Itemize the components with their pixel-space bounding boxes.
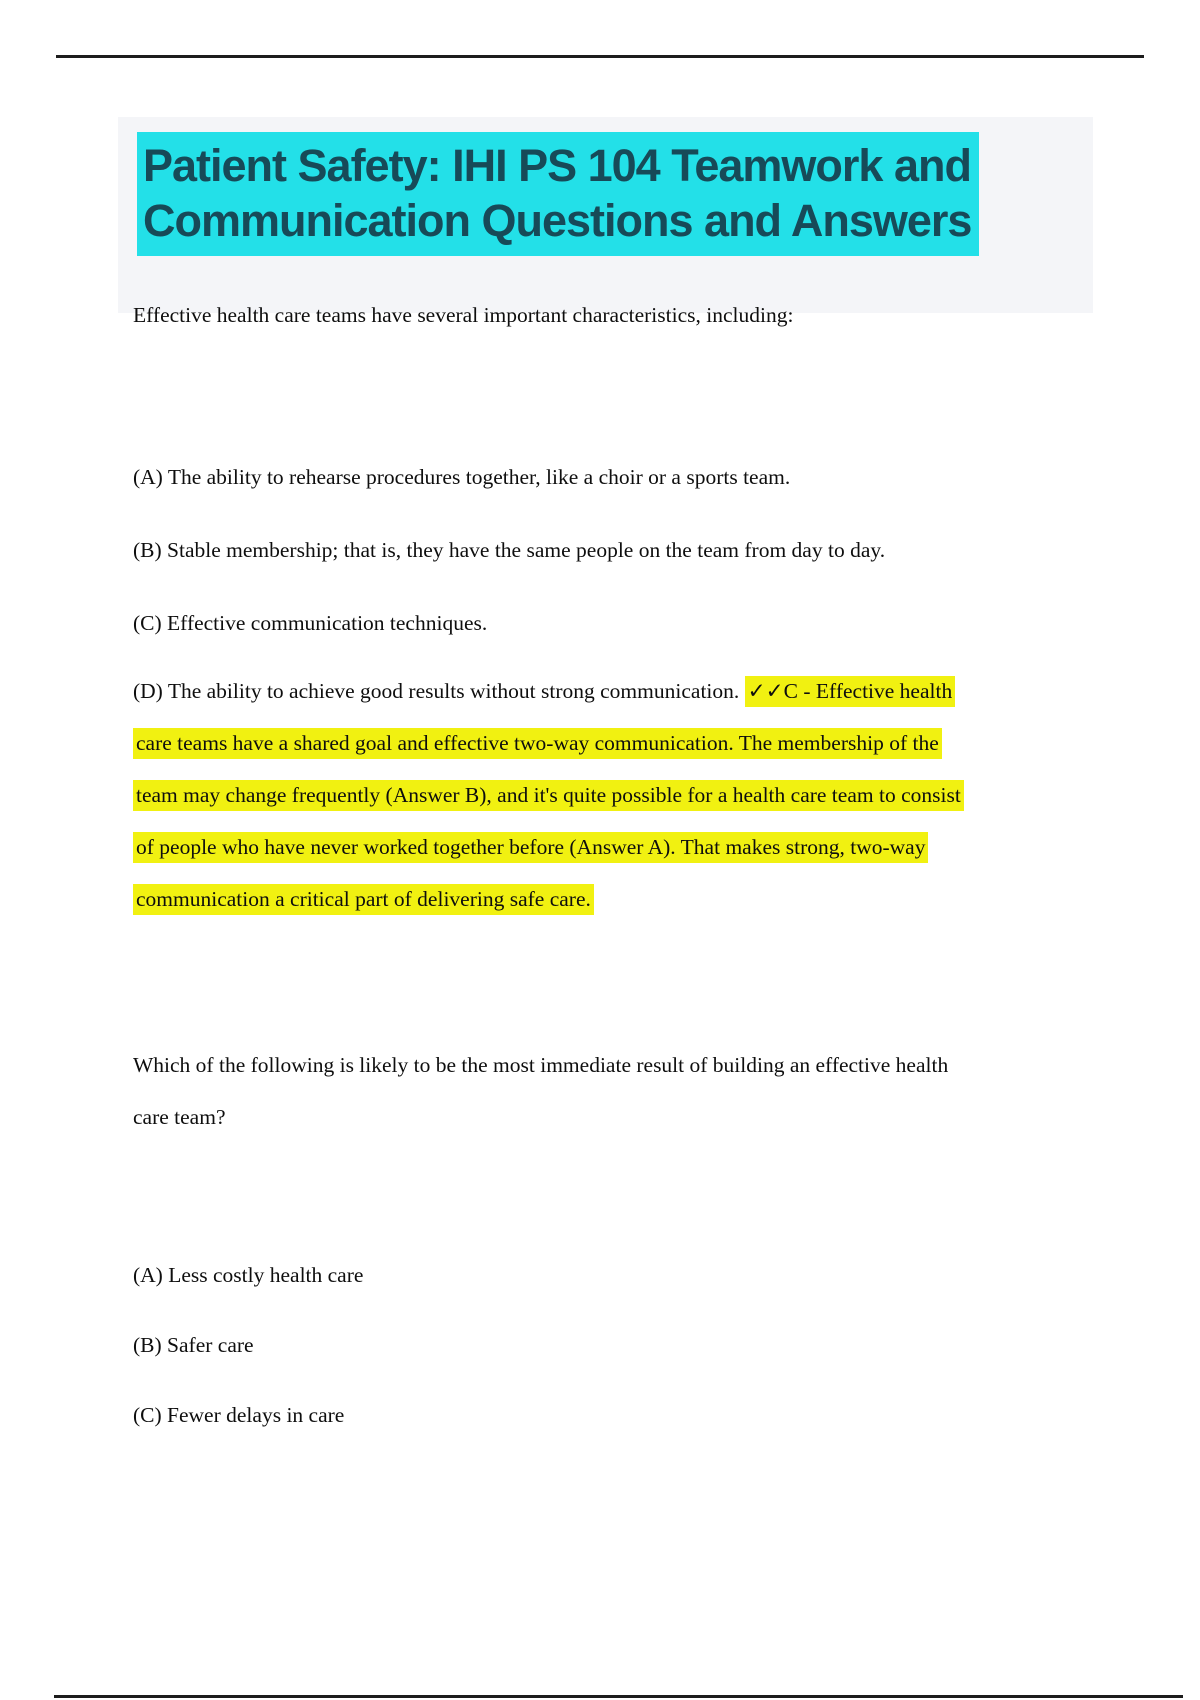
answer-highlight-line-4: of people who have never worked together before (Answer A). That makes strong, two-way: [133, 832, 928, 863]
question2-intro-line-2: care team?: [133, 1105, 226, 1129]
question1-option-c: (C) Effective communication techniques.: [133, 611, 488, 635]
title-line-1: Patient Safety: IHI PS 104 Teamwork and: [143, 140, 971, 191]
question1-option-b: (B) Stable membership; that is, they have the same people on the team from day to day.: [133, 538, 886, 562]
question2-option-c: (C) Fewer delays in care: [133, 1403, 345, 1427]
correct-answer-checkmarks-icon: ✓✓: [747, 679, 784, 704]
document-title: [137, 132, 979, 256]
question1-intro: Effective health care teams have several important characteristics, including:: [133, 303, 794, 327]
answer-line-4: [133, 832, 928, 862]
bottom-horizontal-rule: [54, 1695, 1183, 1698]
question2-option-a: (A) Less costly health care: [133, 1263, 364, 1287]
answer-highlight-line-5: communication a critical part of delivering safe care.: [133, 884, 594, 915]
answer-text-line-1: C - Effective health: [783, 679, 953, 703]
answer-line-5: [133, 884, 594, 914]
question1-option-a: (A) The ability to rehearse procedures together, like a choir or a sports team.: [133, 465, 791, 489]
answer-line-2: [133, 728, 942, 758]
question2-intro-line-1: Which of the following is likely to be the most immediate result of building an effective health: [133, 1053, 949, 1077]
question1-option-d: [133, 676, 955, 707]
answer-highlight-line-1: [745, 676, 956, 707]
answer-highlight-line-3: team may change frequently (Answer B), and it's quite possible for a health care team to consist: [133, 780, 964, 811]
answer-line-3: [133, 780, 964, 810]
answer-highlight-line-2: care teams have a shared goal and effective two-way communication. The membership of the: [133, 728, 942, 759]
top-horizontal-rule: [56, 55, 1144, 58]
question1-option-d-text: (D) The ability to achieve good results without strong communication.: [133, 679, 745, 703]
title-line-2: Communication Questions and Answers: [143, 195, 972, 246]
question2-option-b: (B) Safer care: [133, 1333, 254, 1357]
